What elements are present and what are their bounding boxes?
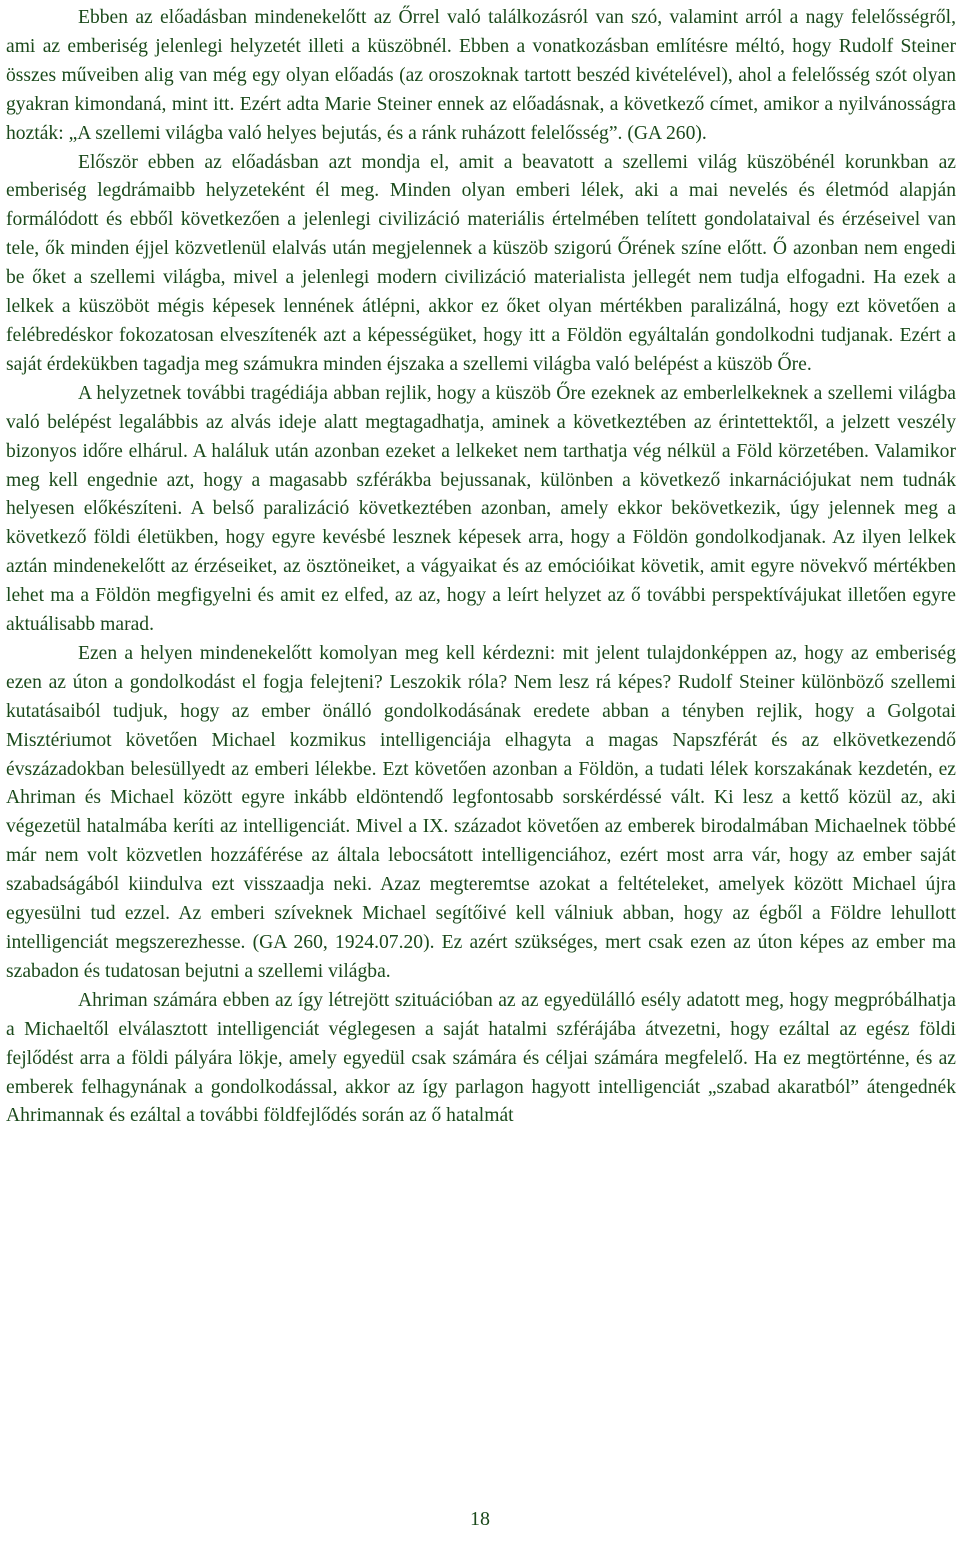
page-number: 18 — [470, 1508, 490, 1530]
paragraph-3: A helyzetnek további tragédiája abban rejlik, hogy a küszöb Őre ezeknek az emberlelkeknek a szellemi világba való belépést legalábbis az alvás ideje alatt megtagadhatja, aminek a következtében az érintettektől, a jelzett veszély bizonyos időre elhárul. A haláluk után azonban ezeket a lelkeket nem tarthatja vég nélkül a Föld körzetében. Valamikor meg kell engednie azt, hogy a magasabb szférákba bejussanak, különben a következő inkarnációjukat nem tudnák helyesen előkészíteni. A belső paralizáció következtében azonban, amely ekkor bekövetkezik, úgy jelennek meg a következő földi életükben, hogy egyre kevésbé lesznek képesek arra, hogy a Földön gondolkodjanak. Az ilyen lelkek aztán mindenekelőtt az érzéseiket, az ösztöneiket, a vágyaikat és az emócióikat követik, amit egyre növekvő mértékben lehet ma a Földön megfigyelni és amit ez elfed, az az, hogy a leírt helyzet az ő további perspektívájukat illetően egyre aktuálisabb marad. — [6, 382, 956, 636]
paragraph-1: Ebben az előadásban mindenekelőtt az Őrrel való találkozásról van szó, valamint arról a nagy felelősségről, ami az emberiség jelenlegi helyzetét illeti a küszöbnél. Ebben a vonatkozásban említésre méltó, hogy Rudolf Steiner összes műveiben alig van még egy olyan előadás (az oroszoknak tartott beszéd kivételével), ahol a felelősség szót olyan gyakran kimondaná, mint itt. Ezért adta Marie Steiner ennek az előadásnak, a következő címet, amikor a nyilvánosságra hozták: „A szellemi világba való helyes bejutás, és a ránk ruházott felelősség”. (GA 260). — [6, 7, 956, 144]
page-body — [6, 4, 956, 1131]
paragraph-2: Először ebben az előadásban azt mondja el, amit a beavatott a szellemi világ küszöbénél korunkban az emberiség legdrámaibb helyzeteként él meg. Minden olyan emberi lélek, aki a mai nevelés és életmód alapján formálódott és ebből következően a jelenlegi civilizáció materiális értelmében telített gondolataival és érzéseivel van tele, ők minden éjjel közvetlenül elalvás után megjelennek a küszöb szigorú Őrének színe előtt. Ő azonban nem engedi be őket a szellemi világba, mivel a jelenlegi modern civilizáció materialista jellegét nem tudja elfogadni. Ha ezek a lelkek a küszöböt mégis képesek lennének átlépni, akkor ez őket olyan mértékben paralizálná, hogy ezt követően a felébredéskor fokozatosan elveszítenék azt a képességüket, hogy itt a Földön egyáltalán gondolkodni tudjanak. Ezért a saját érdekükben tagadja meg számukra minden éjszaka a szellemi világba való belépést a küszöb Őre. — [6, 151, 956, 375]
paragraph-4: Ezen a helyen mindenekelőtt komolyan meg kell kérdezni: mit jelent tulajdonképpen az, hogy az emberiség ezen az úton a gondolkodást el fogja felejteni? Leszokik róla? Nem lesz rá képes? Rudolf Steiner különböző szellemi kutatásaiból tudjuk, hogy az ember önálló gondolkodásának eredete abban a tényben rejlik, hogy a Golgotai Misztériumot követően Michael kozmikus intelligenciája elhagyta a magas Napszférát és az elkövetkezendő évszázadokban belesüllyedt az emberi lélekbe. Ezt követően azonban a Földön, a tudati lélek korszakának kezdetén, ez Ahriman és Michael között egyre inkább eldöntendő legfontosabb sorskérdéssé vált. Ki lesz a kettő közül az, aki végezetül hatalmába keríti az intelligenciát. Mivel a IX. századot követően az emberek birodalmában Michaelnek többé már nem volt közvetlen hozzáférése az általa lebocsátott intelligenciához, ezért most arra vár, hogy az ember saját szabadságából kiindulva ezt visszaadja neki. Azaz megteremtse azokat a feltételeket, amelyek között Michael újra egyesülni tud ezzel. Az emberi szíveknek Michael segítőivé kell válniuk abban, hogy az égből a Földre lehullott intelligenciát megszerezhesse. (GA 260, 1924.07.20). Ez azért szükséges, mert csak ezen az úton képes az ember ma szabadon és tudatosan bejutni a szellemi világba. — [6, 642, 956, 982]
paragraph-5: Ahriman számára ebben az így létrejött szituációban az az egyedülálló esély adatott meg, hogy megpróbálhatja a Michaeltől elválasztott intelligenciát véglegesen a saját hatalmi szférájába átvezetni, hogy ezáltal az egész földi fejlődést arra a földi pályára lökje, amely egyedül csak számára és céljai számára megfelelő. Ha ez megtörténne, és az emberek felhagynának a gondolkodással, akkor az így parlagon hagyott intelligenciát „szabad akaratból” átengednék Ahrimannak és ezáltal a további földfejlődés során az ő hatalmát — [6, 989, 956, 1127]
